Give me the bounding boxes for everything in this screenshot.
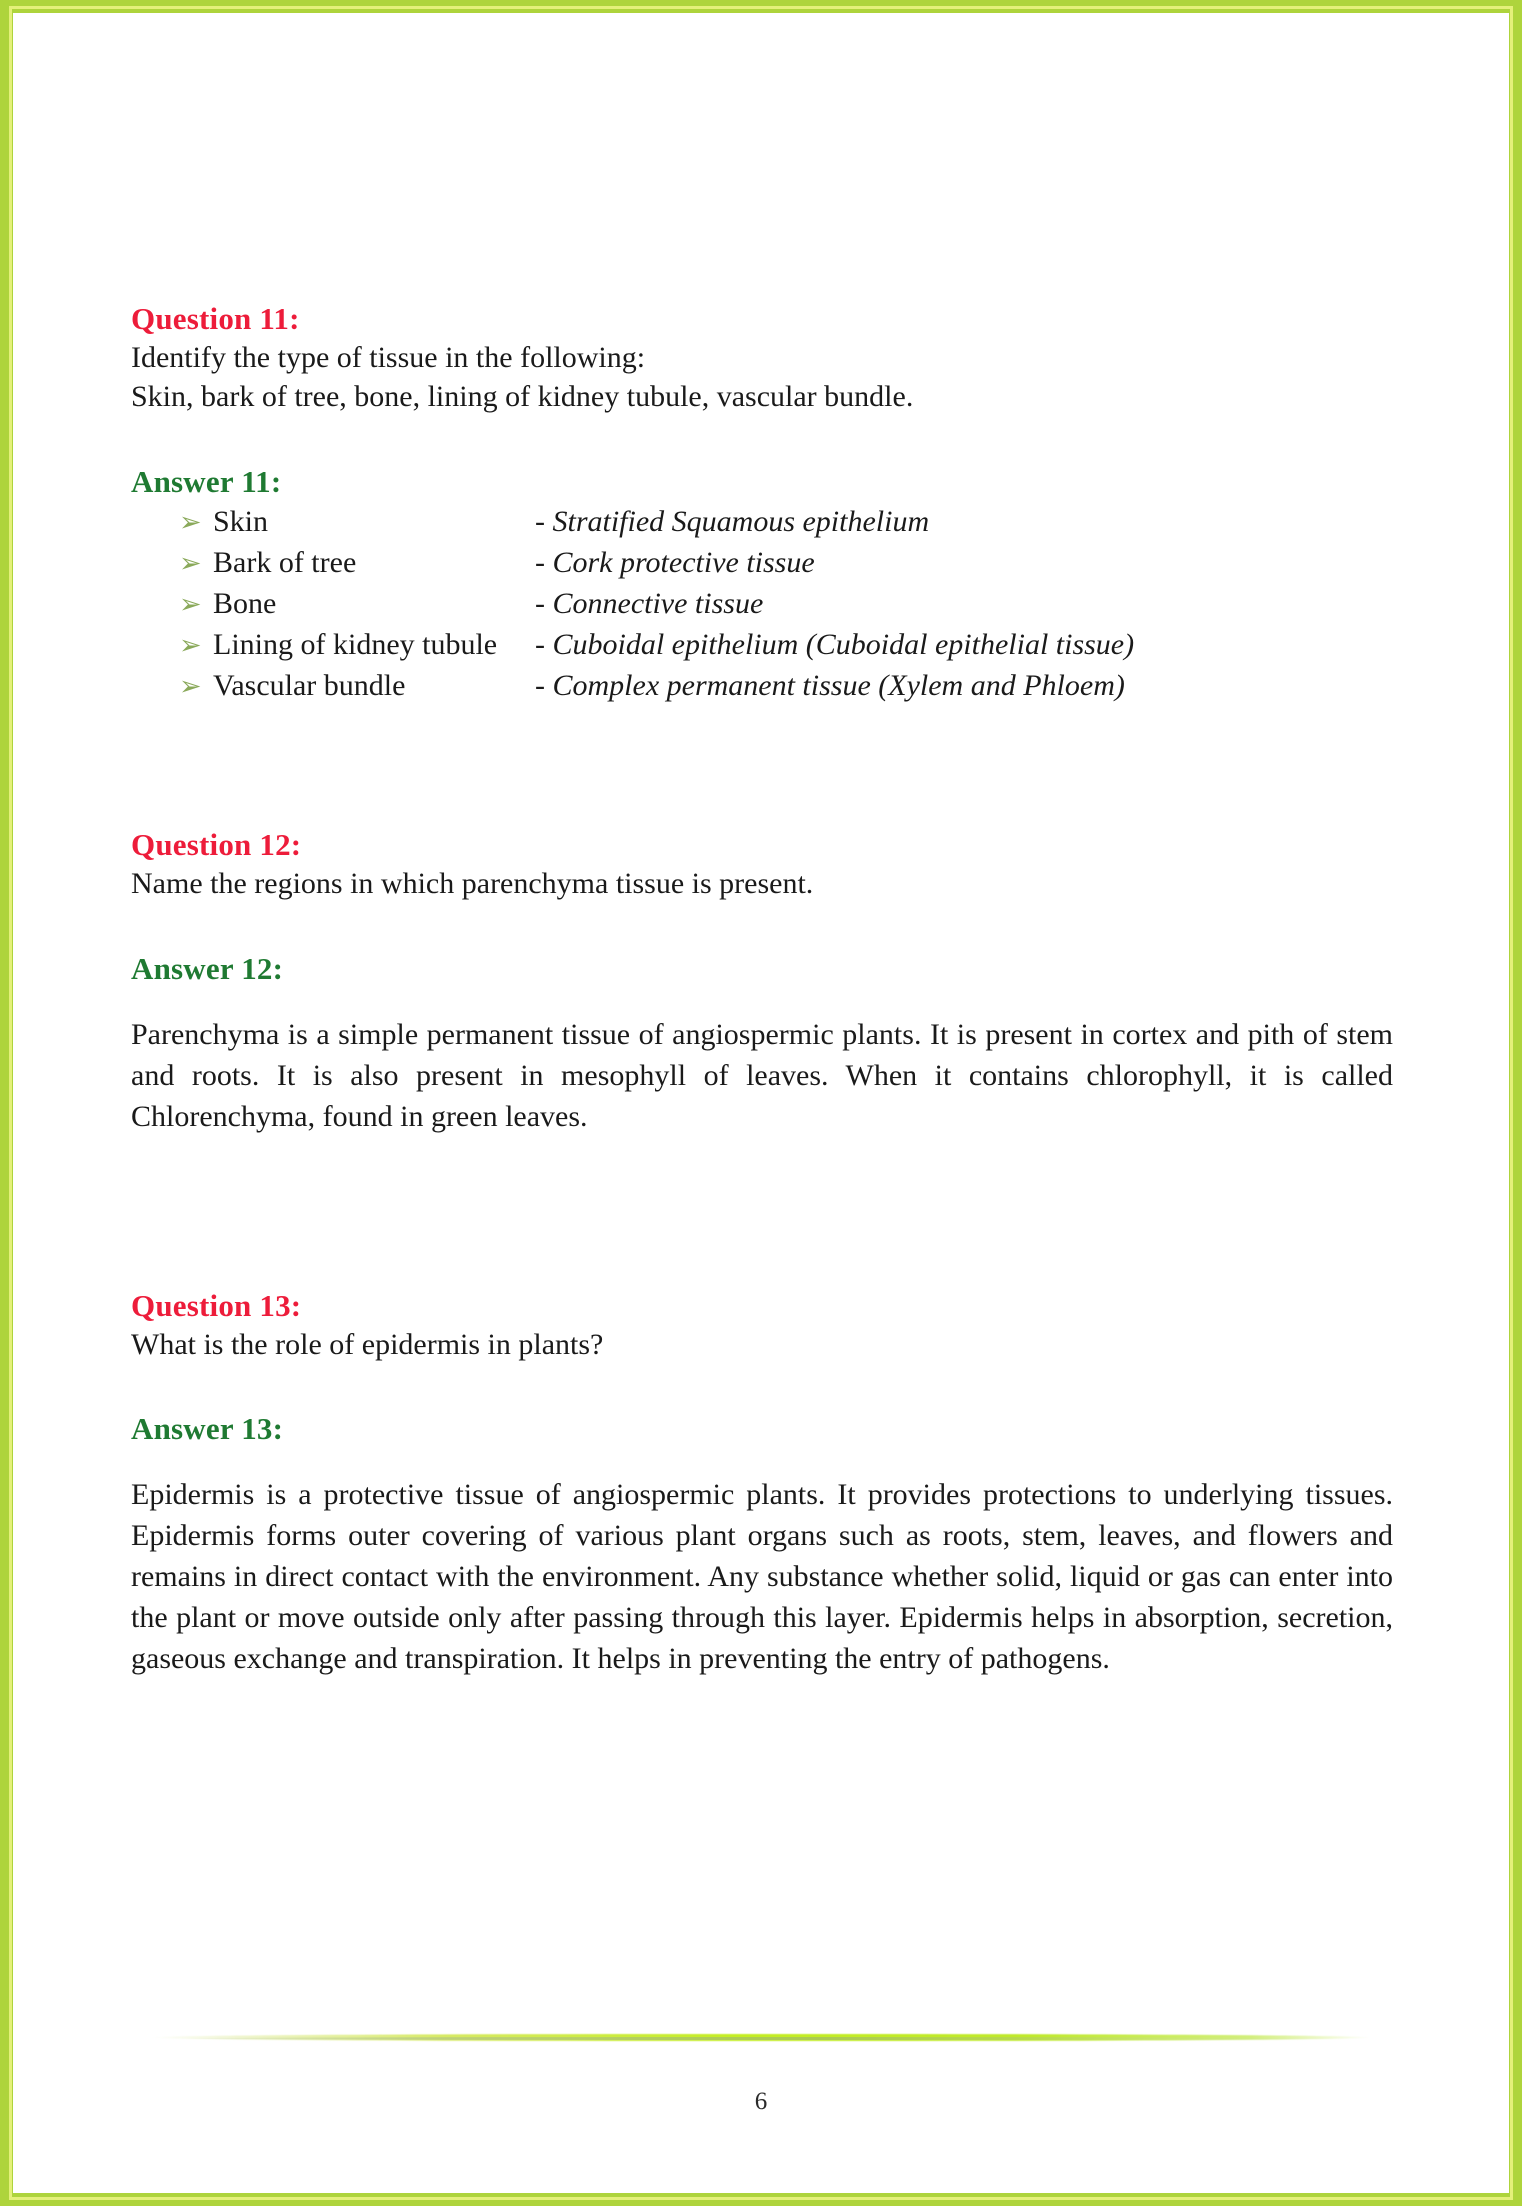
page-footer	[0, 2030, 1522, 2116]
section-answer-12	[131, 950, 1393, 1137]
arrow-bullet-icon: ➢	[179, 506, 202, 537]
page-number: 6	[754, 2088, 768, 2115]
spacer	[131, 706, 1393, 826]
spacer	[131, 904, 1393, 950]
spacer	[131, 988, 1393, 1014]
question-11-heading: Question 11:	[131, 301, 300, 336]
page-content	[131, 300, 1393, 1679]
arrow-bullet-icon: ➢	[179, 671, 202, 702]
list-item	[131, 624, 1393, 665]
list-item-term: Vascular bundle	[213, 669, 406, 703]
question-11-line-1: Identify the type of tissue in the following:	[131, 340, 646, 374]
question-12-line-1: Name the regions in which parenchyma tissue is present.	[131, 867, 814, 901]
list-item	[131, 665, 1393, 706]
list-item	[131, 542, 1393, 583]
section-question-11	[131, 300, 1393, 417]
list-item-description: - Cuboidal epithelium (Cuboidal epithelial tissue)	[535, 628, 1135, 662]
footer-rule-shadow	[175, 2037, 1346, 2040]
section-answer-13	[131, 1410, 1393, 1679]
section-question-12	[131, 826, 1393, 903]
spacer	[131, 1137, 1393, 1287]
list-item-term: Bark of tree	[213, 545, 357, 579]
question-13-line-1: What is the role of epidermis in plants?	[131, 1327, 604, 1361]
list-item-term: Lining of kidney tubule	[213, 628, 498, 662]
list-item	[131, 583, 1393, 624]
question-12-heading: Question 12:	[131, 827, 302, 863]
section-question-13	[131, 1287, 1393, 1364]
arrow-bullet-icon: ➢	[179, 630, 202, 661]
list-item-term: Skin	[213, 504, 269, 538]
list-item-description: - Connective tissue	[535, 587, 764, 620]
answer-11-list	[131, 501, 1393, 706]
spacer	[131, 1448, 1393, 1474]
list-item-description: - Complex permanent tissue (Xylem and Phloem)	[535, 669, 1125, 703]
footer-decorative-rule	[151, 2030, 1371, 2044]
arrow-bullet-icon: ➢	[179, 547, 202, 578]
answer-13-paragraph: Epidermis is a protective tissue of angiospermic plants. It provides protections to underlying tissues. Epidermis forms outer covering of various plant organs such as roots, stem, leaves, and flowers and remains in direct contact with the environment. Any substance whether solid, liquid or gas can enter into the plant or move outside only after passing through this layer. Epidermis helps in absorption, secretion, gaseous exchange and transpiration. It helps in preventing the entry of pathogens.	[131, 1478, 1393, 1676]
list-item-description: - Cork protective tissue	[535, 545, 815, 579]
list-item	[131, 501, 1393, 542]
section-answer-11	[131, 463, 1393, 706]
spacer	[131, 1364, 1393, 1410]
list-item-description: - Stratified Squamous epithelium	[535, 504, 930, 538]
answer-11-heading: Answer 11:	[131, 464, 282, 499]
answer-12-paragraph: Parenchyma is a simple permanent tissue of angiospermic plants. It is present in cortex and pith of stem and roots. It is also present in mesophyll of leaves. When it contains chlorophyll, it is called Chlorenchyma, found in green leaves.	[131, 1017, 1393, 1133]
question-11-line-2: Skin, bark of tree, bone, lining of kidney tubule, vascular bundle.	[131, 380, 914, 414]
answer-13-heading: Answer 13:	[131, 1411, 284, 1447]
question-13-heading: Question 13:	[131, 1287, 302, 1323]
arrow-bullet-icon: ➢	[179, 589, 202, 619]
spacer	[131, 417, 1393, 463]
list-item-term: Bone	[213, 587, 277, 620]
answer-12-heading: Answer 12:	[131, 950, 284, 986]
